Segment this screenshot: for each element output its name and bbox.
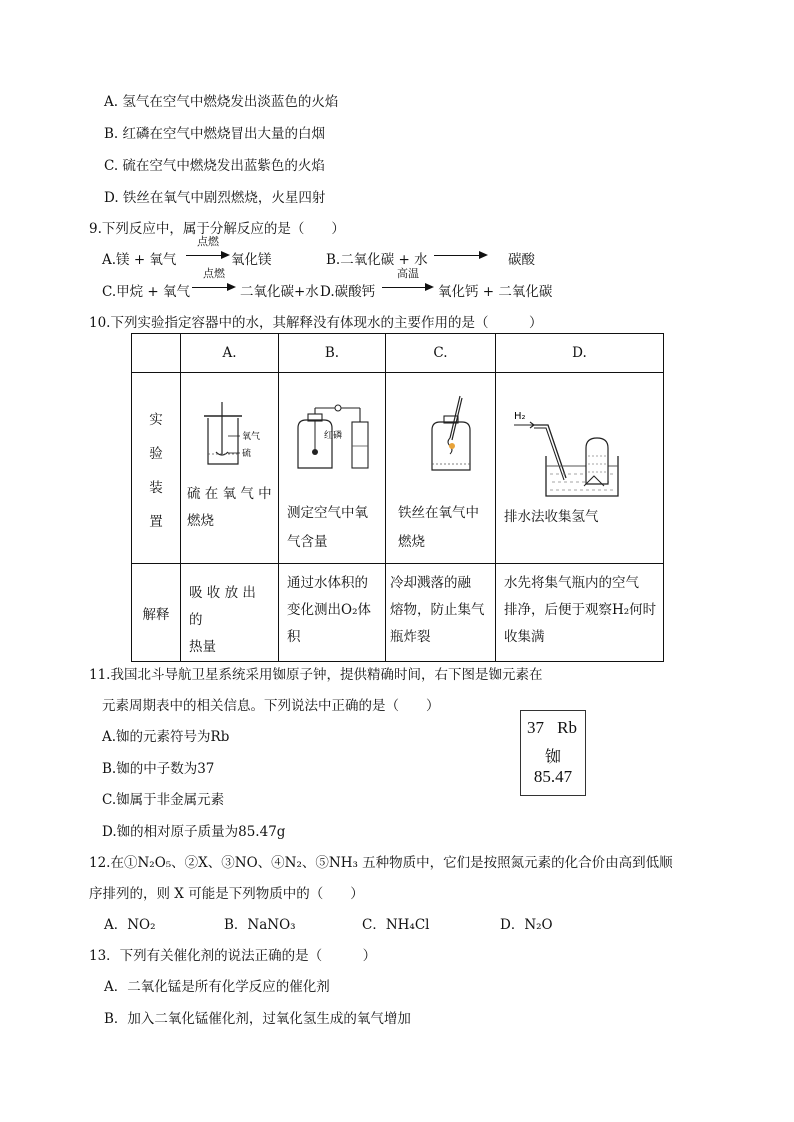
rubidium-element-card — [520, 710, 586, 796]
q10-explanation-b-line1: 通过水体积的 — [287, 575, 368, 591]
q10-label-char: 验 — [149, 446, 163, 462]
q10-caption-b-line2: 气含量 — [287, 534, 328, 550]
q10-explanation-b-line2: 变化测出O₂体 — [287, 602, 371, 618]
q10-explanation-c-line3: 瓶炸裂 — [390, 629, 431, 645]
q8-option-d: D. 铁丝在氧气中剧烈燃烧，火星四射 — [104, 190, 326, 206]
q10-explanation-d-line1: 水先将集气瓶内的空气 — [504, 575, 639, 591]
q11-option-a: A.铷的元素符号为Rb — [102, 729, 230, 745]
q9-d-condition: 高温 — [397, 267, 419, 280]
q9-option-b-right: 碳酸 — [508, 252, 535, 268]
q13-stem: 13．下列有关催化剂的说法正确的是（ ） — [89, 948, 377, 964]
q12-option-b: B．NaNO₃ — [224, 917, 296, 933]
q10-caption-d-line1: 排水法收集氢气 — [504, 509, 599, 525]
q8-option-b: B. 红磷在空气中燃烧冒出大量的白烟 — [104, 126, 326, 142]
q9-option-d-left: D.碳酸钙 — [320, 284, 376, 300]
apparatus-a-sulfur-label: 硫 — [242, 449, 252, 459]
q10-header-a: A. — [181, 334, 279, 373]
q11-option-d: D.铷的相对原子质量为85.47g — [102, 824, 286, 840]
q12-stem-line1: 12.在①N₂O₅、②X、③NO、④N₂、⑤NH₃ 五种物质中，它们是按照氮元素的化合价由高到低顺 — [89, 855, 673, 871]
q10-caption-a-line1: 硫 在 氧 气 中 — [187, 486, 272, 502]
q10-stem: 10.下列实验指定容器中的水，其解释没有体现水的主要作用的是（ ） — [89, 315, 543, 331]
q10-caption-b-line1: 测定空气中氧 — [287, 505, 368, 521]
q10-explanation-a-line1: 吸 收 放 出 的 — [189, 585, 256, 628]
q10-cell-a-explanation — [181, 564, 279, 662]
q10-label-char: 装 — [149, 480, 163, 496]
q12-stem-line2: 序排列的，则 X 可能是下列物质中的（ ） — [89, 886, 364, 902]
q10-header-b: B. — [279, 334, 386, 373]
q8-option-c: C. 硫在空气中燃烧发出蓝紫色的火焰 — [104, 158, 325, 174]
hydrogen-water-collection-icon — [512, 408, 622, 504]
q9-b-arrow — [434, 248, 488, 264]
q10-explanation-c-line1: 冷却溅落的融 — [390, 575, 471, 591]
element-atomic-mass: 85.47 — [533, 767, 573, 786]
q11-option-b: B.铷的中子数为37 — [102, 761, 215, 777]
q10-explanation-d-line2: 排净，后便于观察H₂何时 — [504, 602, 657, 618]
q10-header-blank — [132, 334, 181, 373]
q10-cell-c-explanation — [386, 564, 496, 662]
iron-wire-burning-jar-icon — [422, 394, 484, 474]
q10-row-apparatus-label — [132, 373, 181, 564]
q10-header-c: C. — [386, 334, 496, 373]
q10-cell-b-explanation — [279, 564, 386, 662]
q11-option-c: C.铷属于非金属元素 — [102, 792, 225, 808]
q9-option-c-right: 二氧化碳+水 — [240, 284, 319, 300]
q10-explanation-c-line2: 熔物，防止集气 — [390, 602, 485, 618]
q13-option-a: A．二氧化锰是所有化学反应的催化剂 — [104, 979, 330, 995]
phosphorus-air-measure-icon — [290, 398, 376, 474]
q9-stem: 9.下列反应中，属于分解反应的是（ ） — [89, 221, 345, 237]
apparatus-a-oxygen-label: 氧气 — [242, 432, 261, 442]
q10-header-d: D. — [496, 334, 664, 373]
apparatus-b-phosphorus-label: 红磷 — [324, 431, 343, 441]
q10-explanation-label: 解释 — [142, 606, 170, 623]
q10-caption-a-line2: 燃烧 — [187, 513, 214, 529]
q13-option-b: B．加入二氧化锰催化剂，过氧化氢生成的氧气增加 — [104, 1011, 411, 1027]
q9-option-b-left: B.二氧化碳 + 水 — [326, 252, 428, 268]
element-name: 铷 — [544, 749, 561, 766]
q9-a-condition: 点燃 — [197, 235, 219, 248]
q8-option-a: A. 氢气在空气中燃烧发出淡蓝色的火焰 — [104, 94, 339, 110]
q12-option-a: A．NO₂ — [104, 917, 156, 933]
sulfur-burning-jar-icon — [196, 396, 268, 470]
q10-caption-c-line2: 燃烧 — [398, 534, 425, 550]
q9-a-arrow — [186, 235, 230, 264]
q10-label-char: 置 — [149, 514, 163, 530]
q9-c-arrow — [192, 267, 236, 296]
q10-explanation-a-line2: 热量 — [189, 639, 216, 655]
q11-stem-line2: 元素周期表中的相关信息。下列说法中正确的是（ ） — [102, 698, 440, 714]
element-atomic-number: 37 — [527, 718, 544, 737]
q9-option-c-left: C.甲烷 + 氧气 — [102, 284, 191, 300]
q10-caption-c-line1: 铁丝在氧气中 — [398, 505, 479, 521]
q10-row-explanation-label — [132, 564, 181, 662]
q12-option-d: D．N₂O — [500, 917, 553, 933]
q11-stem-line1: 11.我国北斗导航卫星系统采用铷原子钟，提供精确时间，右下图是铷元素在 — [89, 667, 543, 683]
q9-d-arrow — [382, 267, 434, 296]
q12-option-c: C．NH₄Cl — [362, 917, 430, 933]
q9-option-d-right: 氧化钙 + 二氧化碳 — [438, 284, 553, 300]
q10-explanation-d-line3: 收集满 — [504, 629, 545, 645]
q10-explanation-b-line3: 积 — [287, 629, 301, 645]
q9-c-condition: 点燃 — [203, 267, 225, 280]
q9-option-a-right: 氧化镁 — [231, 252, 272, 268]
apparatus-d-hydrogen-label: H₂ — [514, 411, 526, 422]
element-symbol: Rb — [557, 718, 577, 737]
q10-label-char: 实 — [149, 412, 163, 428]
q9-option-a-left: A.镁 + 氧气 — [102, 252, 177, 268]
q10-cell-d-explanation — [496, 564, 664, 662]
